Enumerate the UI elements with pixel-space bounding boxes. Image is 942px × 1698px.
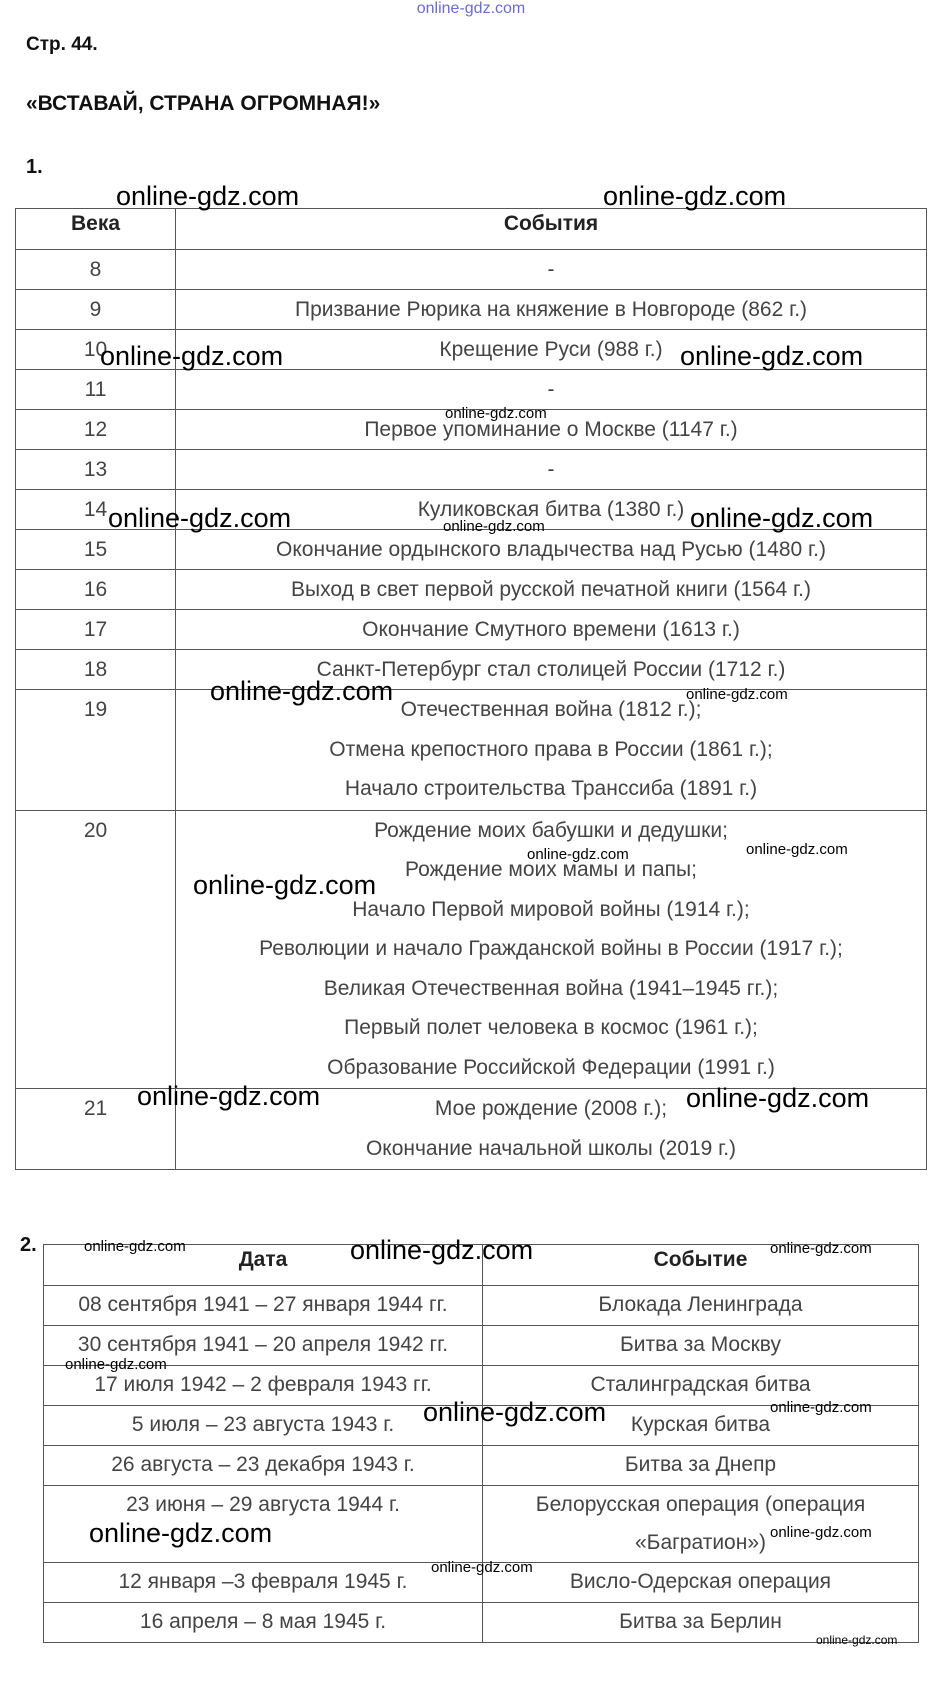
column-header-events: События (176, 209, 927, 250)
date-cell: 08 сентября 1941 – 27 января 1944 гг. (44, 1286, 483, 1326)
century-cell: 14 (16, 490, 176, 530)
table-row (16, 570, 927, 610)
event-line: Начало Первой мировой войны (1914 г.); (352, 897, 750, 921)
event-line: - (547, 378, 555, 401)
watermark: online-gdz.com (770, 1240, 872, 1257)
event-line: Белорусская операция (операция (535, 1493, 866, 1516)
century-cell: 21 (16, 1089, 176, 1170)
event-line: Рождение моих мамы и папы; (405, 858, 697, 881)
page-reference: Стр. 44. (26, 34, 98, 55)
century-cell: 8 (16, 250, 176, 290)
century-cell: 17 (16, 610, 176, 650)
table-row (16, 690, 927, 811)
events-cell (176, 690, 927, 811)
event-cell (483, 1366, 919, 1406)
watermark: online-gdz.com (445, 405, 547, 422)
event-line: Битва за Берлин (619, 1610, 782, 1633)
table-row (16, 290, 927, 330)
date-cell: 16 апреля – 8 мая 1945 г. (44, 1603, 483, 1643)
table-row (16, 650, 927, 690)
watermark: online-gdz.com (680, 341, 864, 371)
events-cell (176, 570, 927, 610)
watermark: online-gdz.com (137, 1081, 321, 1111)
events-cell (176, 810, 927, 1089)
table-row (44, 1406, 919, 1446)
table-row (44, 1486, 919, 1563)
event-cell (483, 1406, 919, 1446)
site-header: online-gdz.com (416, 0, 526, 17)
table-row (16, 330, 927, 370)
date-cell: 26 августа – 23 декабря 1943 г. (44, 1446, 483, 1486)
event-line: Битва за Москву (620, 1333, 781, 1356)
date-cell: 23 июня – 29 августа 1944 г. (44, 1486, 483, 1563)
events-cell (176, 650, 927, 690)
table-row (16, 490, 927, 530)
watermark: online-gdz.com (603, 181, 787, 211)
event-line: Окончание ордынского владычества над Русью (1480 г.) (276, 538, 826, 561)
century-cell: 16 (16, 570, 176, 610)
event-line: Куликовская битва (1380 г.) (417, 498, 685, 521)
centuries-table-body (16, 250, 927, 1170)
event-line: «Багратион») (635, 1531, 766, 1554)
centuries-table (15, 208, 927, 1170)
event-line: Окончание начальной школы (2019 г.) (365, 1136, 737, 1160)
table-row (16, 530, 927, 570)
century-cell: 15 (16, 530, 176, 570)
watermark: online-gdz.com (350, 1235, 534, 1265)
table-row (44, 1446, 919, 1486)
century-cell: 18 (16, 650, 176, 690)
century-cell: 19 (16, 690, 176, 811)
event-line: Мое рождение (2008 г.); (434, 1097, 668, 1120)
event-line: Отмена крепостного права в России (1861 г.); (329, 737, 773, 761)
page-title: «ВСТАВАЙ, СТРАНА ОГРОМНАЯ!» (26, 92, 381, 115)
watermark: online-gdz.com (423, 1397, 607, 1427)
event-line: Висло-Одерская операция (569, 1570, 832, 1593)
events-cell (176, 450, 927, 490)
column-header-event: Событие (483, 1245, 919, 1286)
task-1-number: 1. (26, 156, 43, 178)
events-cell (176, 1089, 927, 1170)
watermark: online-gdz.com (210, 676, 394, 706)
event-line: Первое упоминание о Москве (1147 г.) (364, 418, 738, 441)
event-cell (483, 1563, 919, 1603)
watermark: online-gdz.com (816, 1633, 898, 1647)
event-line: Крещение Руси (988 г.) (439, 338, 663, 361)
event-cell (483, 1286, 919, 1326)
century-cell: 9 (16, 290, 176, 330)
date-cell: 30 сентября 1941 – 20 апреля 1942 гг. (44, 1326, 483, 1366)
battles-table (43, 1244, 919, 1643)
century-cell: 11 (16, 370, 176, 410)
event-line: Начало строительства Транссиба (1891 г.) (344, 777, 758, 800)
table-row (16, 370, 927, 410)
event-line: Первый полет человека в космос (1961 г.); (344, 1016, 758, 1039)
table-row (44, 1286, 919, 1326)
event-line: Блокада Ленинграда (598, 1293, 803, 1316)
table-row (44, 1563, 919, 1603)
century-cell: 13 (16, 450, 176, 490)
event-line: Революции и начало Гражданской войны в России (1917 г.); (259, 937, 843, 960)
watermark: online-gdz.com (690, 503, 874, 533)
event-line: Великая Отечественная война (1941–1945 гг.); (323, 976, 779, 1000)
date-cell: 12 января –3 февраля 1945 г. (44, 1563, 483, 1603)
events-cell (176, 410, 927, 450)
events-cell (176, 330, 927, 370)
table-row (44, 1366, 919, 1406)
event-line: Окончание Смутного времени (1613 г.) (362, 618, 740, 641)
event-line: Выход в свет первой русской печатной книги (1564 г.) (291, 578, 811, 601)
event-line: Отечественная война (1812 г.); (400, 698, 702, 721)
century-cell: 12 (16, 410, 176, 450)
events-cell (176, 530, 927, 570)
events-cell (176, 610, 927, 650)
watermark: online-gdz.com (116, 181, 300, 211)
watermark: online-gdz.com (108, 503, 292, 533)
event-cell (483, 1603, 919, 1643)
events-cell (176, 490, 927, 530)
event-line: Курская битва (630, 1413, 771, 1436)
table-row (16, 450, 927, 490)
table-row (44, 1603, 919, 1643)
events-cell (176, 370, 927, 410)
table-row (16, 610, 927, 650)
watermark: online-gdz.com (686, 1083, 870, 1113)
event-line: Призвание Рюрика на княжение в Новгороде (862 г.) (294, 298, 808, 321)
century-cell: 20 (16, 810, 176, 1089)
watermark: online-gdz.com (100, 341, 284, 371)
watermark: online-gdz.com (770, 1524, 872, 1541)
event-line: Сталинградская битва (590, 1373, 811, 1396)
watermark: online-gdz.com (770, 1399, 872, 1416)
column-header-date: Дата (44, 1245, 483, 1286)
table-row (44, 1326, 919, 1366)
table-row (16, 410, 927, 450)
event-cell (483, 1446, 919, 1486)
event-cell (483, 1486, 919, 1563)
table-row (16, 250, 927, 290)
events-cell (176, 290, 927, 330)
century-cell: 10 (16, 330, 176, 370)
task-2-number: 2. (20, 1234, 37, 1256)
date-cell: 17 июля 1942 – 2 февраля 1943 гг. (44, 1366, 483, 1406)
event-line: - (547, 458, 555, 481)
watermark: online-gdz.com (65, 1356, 167, 1373)
events-cell (176, 250, 927, 290)
table-row (16, 810, 927, 1089)
watermark: online-gdz.com (746, 841, 848, 858)
event-line: Рождение моих бабушки и дедушки; (374, 818, 728, 842)
watermark: online-gdz.com (431, 1559, 533, 1576)
watermark: online-gdz.com (89, 1518, 273, 1548)
watermark: online-gdz.com (527, 846, 629, 863)
date-cell: 5 июля – 23 августа 1943 г. (44, 1406, 483, 1446)
event-line: Битва за Днепр (624, 1453, 777, 1476)
column-header-centuries: Века (16, 209, 176, 250)
table-row (16, 1089, 927, 1170)
battles-table-body (44, 1286, 919, 1643)
watermark: online-gdz.com (443, 518, 545, 535)
watermark: online-gdz.com (84, 1238, 186, 1255)
watermark: online-gdz.com (193, 870, 377, 900)
watermark: online-gdz.com (686, 686, 788, 703)
event-line: Образование Российской Федерации (1991 г.) (327, 1055, 775, 1079)
event-cell (483, 1326, 919, 1366)
event-line: Санкт-Петербург стал столицей России (1712 г.) (316, 658, 786, 681)
event-line: - (547, 258, 555, 281)
